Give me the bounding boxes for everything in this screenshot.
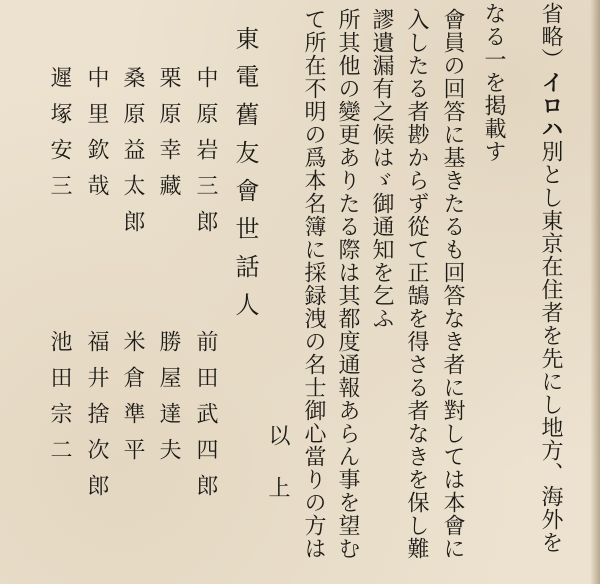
text-column-6-pre: 所其他の變更ありたる際は其都度通報あらん事を望む [335,8,360,560]
text-column-5 [370,8,392,330]
text-column-7 [302,8,324,560]
text-column-1-post: 別とし東京在住者を先にし地方、海外を [538,140,563,554]
text-column-1 [539,2,561,554]
text-column-4-pre: 入したる者尠からず從て正鵠を得さる者なきを保し難 [404,8,429,560]
text-column-1-bold: イロハ [538,71,563,140]
member-name: 池田宗二 [47,330,72,474]
member-name: 栗原幸藏 [156,66,181,210]
text-column-6 [336,8,358,560]
member-name: 中里欽哉 [84,66,109,210]
text-column-3-pre: 會員の回答に基きたるも回答なき者に對しては本會に [440,8,465,560]
member-name: 前田武四郎 [193,330,218,510]
member-name: 勝屋達夫 [156,330,181,474]
member-name: 福井捨次郎 [84,330,109,510]
text-column-5-pre: 謬遺漏有之候はゞ御通知を乞ふ [369,8,394,330]
member-name: 米倉準平 [120,330,145,474]
text-column-4 [405,8,427,560]
text-column-2-pre: なる一を掲載す [481,2,506,163]
organization-heading: 東電舊友會世話人 [231,26,259,330]
text-column-1-pre: 省略） [538,2,563,71]
member-name: 遲塚安三 [47,66,72,210]
page-edge-shadow [590,0,600,584]
member-name: 中原岩三郎 [193,66,218,246]
member-name: 桑原益太郎 [120,66,145,246]
closing-mark: 以上 [265,424,290,528]
text-column-7-pre: て所在不明の爲本名簿に採録洩の名士御心當りの方は [301,8,326,560]
text-column-3 [441,8,463,560]
text-column-2 [482,2,504,163]
